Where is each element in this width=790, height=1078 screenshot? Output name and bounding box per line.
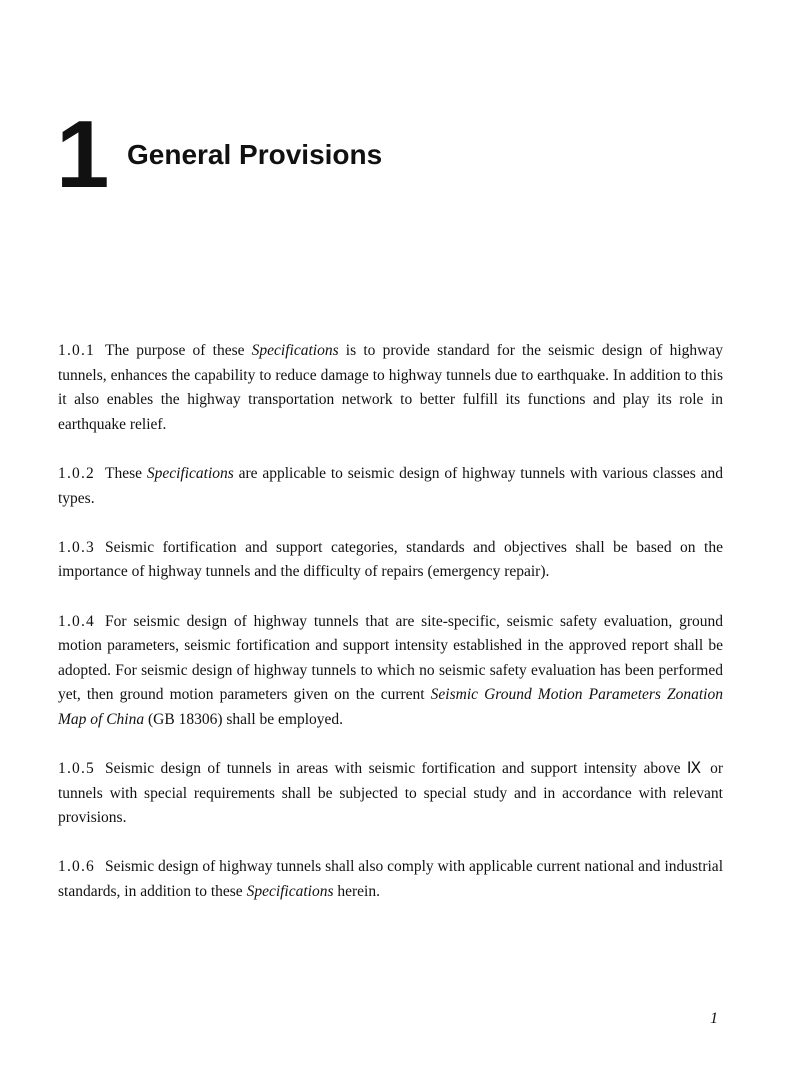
clause-text: The purpose of these	[105, 342, 252, 359]
page-number: 1	[710, 1010, 718, 1027]
clause-text: For seismic design of highway tunnels that are site-specific, seismic safety evaluation, ground motion parameters, seismic fortification and support intensity established in the approved report shall be adopted. For seismic design of highway tunnels to which no seismic safety evaluation has been performed yet, then ground motion parameters given on the current	[58, 612, 723, 704]
clause-text: is to provide standard for the seismic design of highway tunnels, enhances the capability to reduce damage to highway tunnels due to earthquake. In addition to this it also enables the highway transportation network to better fulfill its functions and play its role in earthquake relief.	[58, 342, 723, 433]
clause-1-0-3	[58, 536, 723, 585]
clause-text: These	[105, 464, 147, 482]
clause-number: 1.0.4	[58, 612, 95, 630]
clause-text-italic: Seismic Ground Motion Parameters Zonation Map of China	[58, 686, 723, 728]
clause-text-italic: Specifications	[146, 464, 234, 482]
clause-text: are applicable to seismic design of highway tunnels with various classes and types.	[58, 464, 723, 507]
clause-text: Seismic fortification and support categories, standards and objectives shall be based on the importance of highway tunnels and the difficulty of repairs (emergency repair).	[58, 538, 723, 581]
chapter-title: General Provisions	[127, 139, 383, 170]
clause-number: 1.0.3	[58, 538, 95, 556]
clause-text: (GB 18306) shall be employed.	[144, 710, 344, 728]
clause-text: herein.	[333, 883, 380, 901]
clause-1-0-5	[58, 757, 723, 831]
clause-1-0-4	[58, 610, 723, 733]
clause-text-italic: Specifications	[251, 342, 339, 359]
clause-number: 1.0.5	[58, 760, 95, 778]
clause-text: Seismic design of highway tunnels shall also comply with applicable current national and industrial standards, in addition to these	[58, 858, 723, 901]
clause-number: 1.0.1	[58, 342, 95, 359]
clause-1-0-1	[58, 339, 723, 437]
clause-text: Seismic design of tunnels in areas with seismic fortification and support intensity above Ⅸ or tunnels with special requirements shall be subjected to special study and in accordance with relevant provisions.	[58, 760, 723, 827]
clause-number: 1.0.6	[58, 858, 95, 876]
clause-text-italic: Specifications	[246, 883, 334, 901]
clause-1-0-2	[58, 462, 723, 511]
clause-1-0-6	[58, 855, 723, 904]
clause-list	[58, 339, 723, 929]
chapter-number: 1	[56, 101, 108, 208]
clause-number: 1.0.2	[58, 464, 95, 482]
